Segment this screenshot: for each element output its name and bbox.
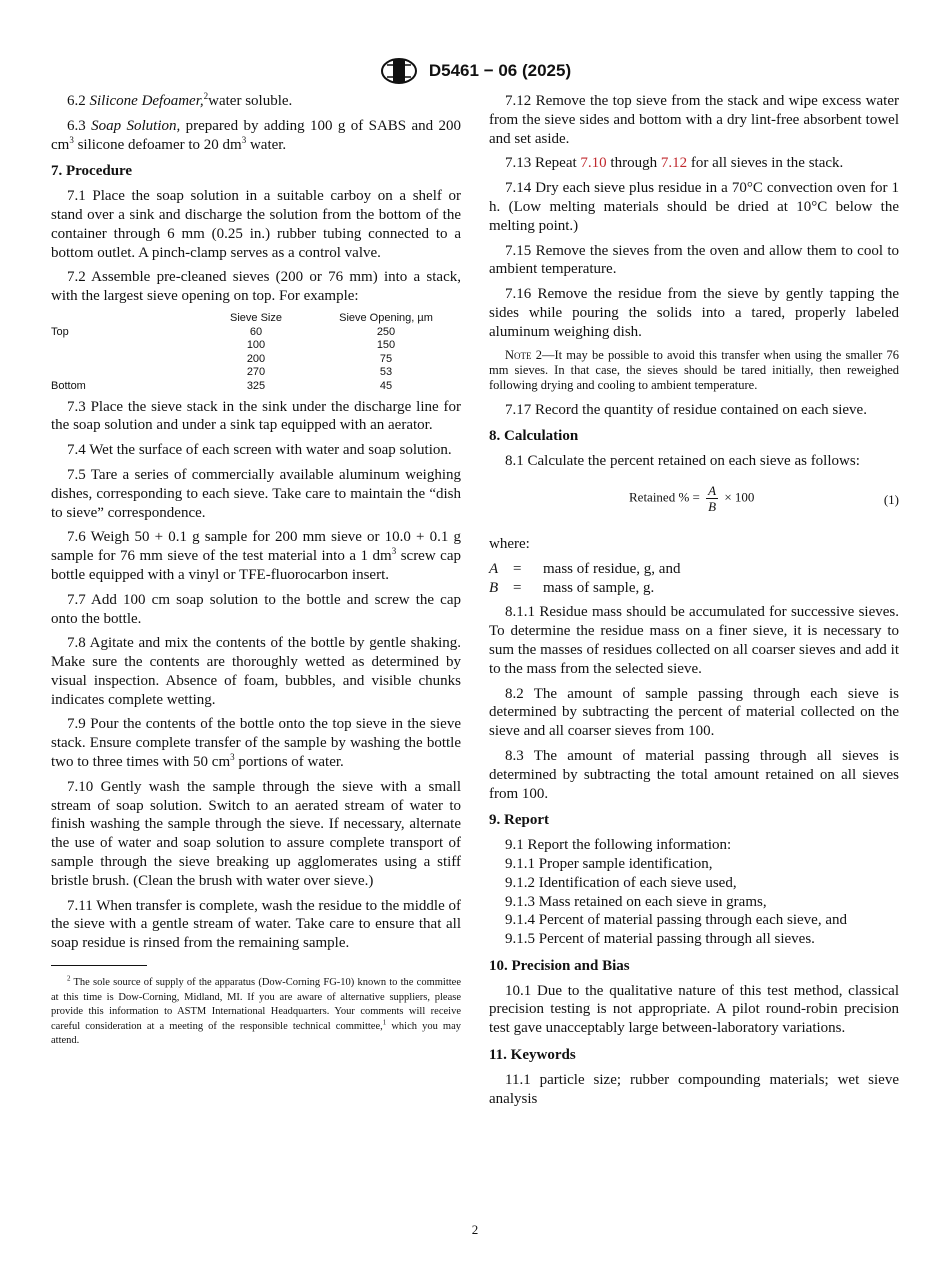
section-8-2: 8.2 The amount of sample passing through each sieve is determined by subtracting the percent of material collected on the sieve and all coarser sieves from 100. [489, 685, 899, 740]
table-row: 100 150 [246, 339, 396, 352]
heading-report: 9. Report [489, 812, 549, 829]
sieve-table [51, 312, 461, 394]
section-7-3: 7.3 Place the sieve stack in the sink under the discharge line for the soap solution and under a sink tap equipped with an aerator. [51, 398, 461, 434]
section-7-11: 7.11 When transfer is complete, wash the residue to the middle of the sieve with a gentle stream of water. Take care to ensure that all soap residue is rinsed from the remaining sample. [51, 897, 461, 952]
left-column [51, 92, 461, 1049]
section-7-2: 7.2 Assemble pre-cleaned sieves (200 or 76 mm) into a stack, with the largest sieve opening on top. For example: [51, 269, 461, 305]
footnote-2: $^2$ The sole source of supply of the apparatus (Dow-Corning FG-10) known to the committee at this time is Dow-Corning, Midland, MI. If you are aware of alternative suppliers, please provide this information to ASTM International Headquarters. Your comments will receive careful consideration at a meeting of the responsible technical committee,$^1$ which you may attend. [51, 974, 461, 1047]
link-7-10[interactable]: 7.10 [580, 155, 607, 172]
table-row: 200 75 [246, 352, 393, 365]
section-7-1: 7.1 Place the soap solution in a suitable carboy on a shelf or stand over a sink and discharge the solution from the bottom of the container through 6 mm (0.25 in.) rubber tubing connected to a bottom outlet. A pinch-clamp serves as a control valve. [51, 188, 461, 261]
section-8-1: 8.1 Calculate the percent retained on each sieve as follows: [505, 453, 860, 470]
section-10-1: 10.1 Due to the qualitative nature of this test method, classical precision testing is not appropriate. A pilot round-robin precision test gave unacceptably large between-laboratory variations. [489, 982, 899, 1037]
table-row: Top 60 250 [51, 325, 396, 338]
section-7-4: 7.4 Wet the surface of each screen with water and soap solution. [67, 442, 452, 459]
fraction: $\frac{A}{B}$ [708, 482, 717, 514]
section-7-9: 7.9 Pour the contents of the bottle onto the top sieve in the sieve stack. Ensure complete transfer of the sample by washing the bottle two to three times with 50 $cm^3$ portions of water. [51, 716, 461, 771]
where-item: B = mass of sample, g. [489, 579, 655, 596]
standard-designation: D5461 − 06 (2025) [428, 61, 572, 80]
list-item: 9.1.5 Percent of material passing through all sieves. [505, 931, 815, 948]
right-column [489, 92, 899, 1114]
section-7-10: 7.10 Gently wash the sample through the sieve with a small stream of soap solution. Switch to an aerated stream of water to finish washing the sample through the sieve. If necessary, alternate the use of water and soap solution to assure complete transport of sample through the sieve breaking up agglomerates using a stiff bristle brush. (Clean the brush with water over sieve.) [51, 778, 461, 889]
where-label: where: [489, 535, 530, 552]
table-row: Bottom 325 45 [51, 379, 393, 392]
sieve-table-header: Sieve Size Sieve Opening, µm [230, 311, 433, 324]
page-number: 2 [471, 1222, 479, 1237]
section-7-12: 7.12 Remove the top sieve from the stack and wipe excess water from the sieve sides and bottom with a dry lint-free absorbent towel and set aside. [489, 93, 899, 147]
section-7-16: 7.16 Remove the residue from the sieve by gently tapping the sides while pouring the solids into a tared, properly labeled aluminum weighing dish. [489, 286, 899, 340]
section-6-3: 6.3 Soap Solution, prepared by adding 100 g of SABS and 200 $cm^3$ silicone defoamer to 20 $dm^3$ water. [51, 117, 462, 153]
where-item: A = mass of residue, g, and [489, 560, 681, 577]
section-7-7: 7.7 Add 100 cm soap solution to the bottle and screw the cap onto the bottle. [51, 591, 461, 627]
section-7-17: 7.17 Record the quantity of residue contained on each sieve. [505, 401, 867, 418]
section-7-5: 7.5 Tare a series of commercially available aluminum weighing dishes, corresponding to each sieve. Take care to maintain the “dish to sieve” correspondence. [51, 466, 461, 521]
section-8-3: 8.3 The amount of material passing through all sieves is determined by subtracting the total amount retained on all sieves from 100. [489, 747, 899, 802]
page-header [0, 56, 950, 86]
heading-procedure: 7. Procedure [51, 163, 133, 180]
report-list [489, 836, 899, 949]
list-item: 9.1.3 Mass retained on each sieve in grams, [505, 893, 767, 910]
astm-logo-icon [379, 56, 419, 86]
equation-number: (1) [883, 491, 899, 507]
list-item: 9.1.1 Proper sample identification, [505, 855, 713, 872]
section-7-8: 7.8 Agitate and mix the contents of the bottle by gentle shaking. Make sure the contents are thoroughly wetted as determined by visual inspection. Absence of foam, bubbles, and visible chunks indicates complete wetting. [51, 635, 461, 708]
section-7-6: 7.6 Weigh 50 + 0.1 g sample for 200 mm sieve or 10.0 + 0.1 g sample for 76 mm sieve of the test material into a 1 $dm^3$ screw cap bottle equipped with a vinyl or TFE-fluorocarbon insert. [51, 529, 461, 583]
heading-calculation: 8. Calculation [489, 428, 579, 445]
heading-precision-bias: 10. Precision and Bias [489, 957, 630, 974]
heading-keywords: 11. Keywords [489, 1047, 576, 1064]
list-item: 9.1.4 Percent of material passing through each sieve, and [505, 912, 847, 929]
section-7-13: 7.13 Repeat 7.10 through 7.12 for all sieves in the stack. [505, 155, 844, 172]
list-item: 9.1.2 Identification of each sieve used, [505, 874, 737, 891]
section-6-2: 6.2 Silicone Defoamer,$^2$water soluble. [67, 91, 293, 109]
link-7-12[interactable]: 7.12 [660, 155, 688, 172]
section-8-1-1: 8.1.1 Residue mass should be accumulated for successive sieves. To determine the residue mass on a finer sieve, it is necessary to sum the masses of residues collected on all coarser sieves and add it to the mass from the selected sieve. [489, 604, 899, 677]
table-row: 270 53 [246, 366, 393, 379]
section-11-1: 11.1 particle size; rubber compounding materials; wet sieve analysis [489, 1071, 899, 1107]
section-7-15: 7.15 Remove the sieves from the oven and allow them to cool to ambient temperature. [489, 242, 899, 278]
equation-1: Retained % = $\frac{A}{B}$ × 100 (1) [629, 482, 899, 514]
section-7-14: 7.14 Dry each sieve plus residue in a 70°C convection oven for 1 h. (Low melting materials should be dried at 10°C below the melting point.) [489, 180, 899, 234]
note-2: Note 2—It may be possible to avoid this transfer when using the smaller 76 mm sieves. In that case, the sieves should be tared initially, then reweighed following drying and cooling to ambient temperature. [489, 347, 899, 392]
footnote-divider [51, 965, 147, 966]
list-item: 9.1 Report the following information: [505, 837, 732, 854]
